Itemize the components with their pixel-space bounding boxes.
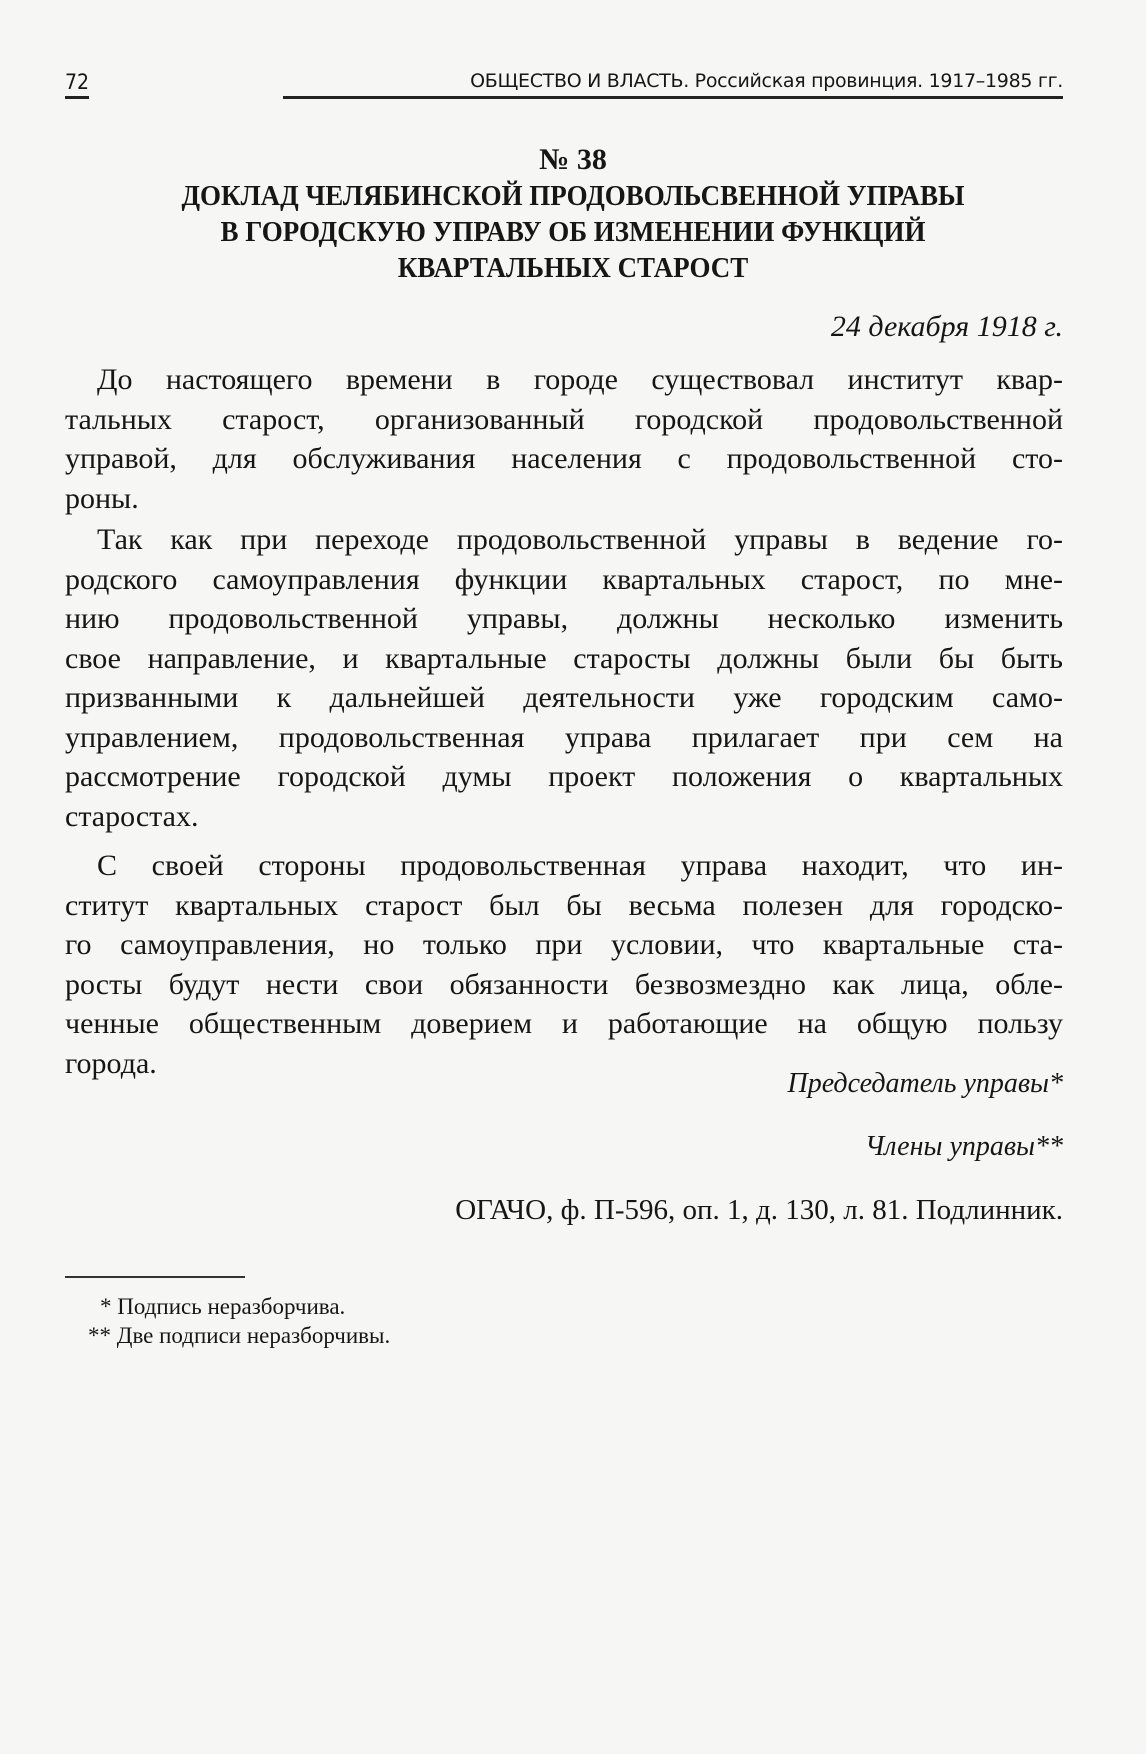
page-number: 72: [65, 70, 89, 99]
text-line: родского самоуправления функции квартальных старост, по мне-: [65, 562, 1063, 596]
text-line: ченные общественным доверием и работающие на общую пользу: [65, 1007, 1063, 1040]
title-line: КВАРТАЛЬНЫХ СТАРОСТ: [397, 252, 749, 284]
text-line: Так как при переходе продовольственной управы в ведение го-: [97, 523, 1063, 556]
paragraph-2: [65, 520, 1063, 836]
document-title: [60, 178, 1086, 286]
title-line: В ГОРОДСКУЮ УПРАВУ ОБ ИЗМЕНЕНИИ ФУНКЦИЙ: [220, 216, 926, 248]
archive-reference: ОГАЧО, ф. П-596, оп. 1, д. 130, л. 81. Подлинник.: [455, 1194, 1063, 1226]
title-line: ДОКЛАД ЧЕЛЯБИНСКОЙ ПРОДОВОЛЬСВЕННОЙ УПРАВЫ: [181, 180, 965, 212]
running-title: ОБЩЕСТВО И ВЛАСТЬ. Российская провинция. 1917–1985 гг.: [283, 70, 1063, 99]
text-line: города.: [65, 1046, 157, 1080]
text-line: росты будут нести свои обязанности безвозмездно как лица, обле-: [65, 967, 1063, 1001]
paragraph-3: [65, 846, 1063, 1083]
footnote-divider: [65, 1276, 245, 1278]
text-line: ститут квартальных старост был бы весьма полезен для городско-: [65, 888, 1063, 922]
text-line: управлением, продовольственная управа прилагает при сем на: [65, 720, 1063, 754]
text-line: свое направление, и квартальные старосты должны были бы быть: [65, 641, 1063, 675]
text-line: нию продовольственной управы, должны несколько изменить: [65, 602, 1063, 635]
text-line: С своей стороны продовольственная управа находит, что ин-: [97, 849, 1063, 882]
text-line: роны.: [65, 481, 139, 515]
signature-members: Члены управы**: [864, 1131, 1063, 1162]
footnote-2: ** Две подписи неразборчивы.: [88, 1323, 391, 1348]
signature-chair: Председатель управы*: [787, 1068, 1063, 1099]
document-number: № 38: [539, 143, 607, 176]
document-date: 24 декабря 1918 г.: [830, 310, 1063, 343]
text-line: го самоуправления, но только при условии, что квартальные ста-: [65, 928, 1063, 961]
text-line: призванными к дальнейшей деятельности уже городским само-: [65, 681, 1063, 714]
text-line: управой, для обслуживания населения с продовольственной сто-: [65, 442, 1063, 475]
text-line: тальных старост, организованный городской продовольственной: [65, 402, 1063, 436]
text-line: рассмотрение городской думы проект положения о квартальных: [65, 760, 1063, 793]
paragraph-1: [65, 360, 1063, 518]
text-line: старостах.: [65, 799, 199, 833]
footnote-1: * Подпись неразборчива.: [100, 1294, 346, 1319]
text-line: До настоящего времени в городе существовал институт квар-: [97, 363, 1063, 396]
